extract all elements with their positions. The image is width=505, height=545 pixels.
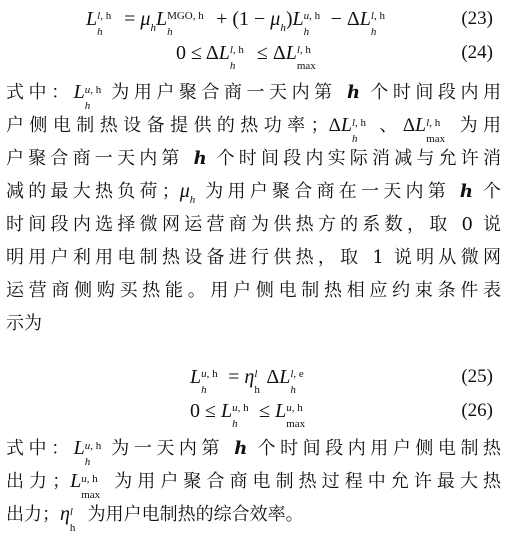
inline-math: L u, h h <box>73 437 102 468</box>
text-segment: 出力； <box>6 471 71 492</box>
equation-26-expression: 0 ≤ L u, h h ≤ L u, h max <box>190 400 306 430</box>
text-segment: 出力； <box>6 504 60 525</box>
text-segment: 为用户聚合商在一天内第 <box>205 181 450 202</box>
text-segment: 户侧电制热设备提供的热功率； <box>6 115 329 136</box>
equation-24-expression: 0 ≤ ΔL l, h h ≤ ΔL l, h max <box>176 42 316 72</box>
inline-math: η l h <box>60 503 76 534</box>
text-segment: 个时间段内实际消减与允许消 <box>216 148 502 169</box>
paragraph-1-line-8: 示为 <box>6 313 42 334</box>
text-segment: 减的最大热负荷； <box>6 181 180 202</box>
text-segment: 户聚合商一天内第 <box>6 148 184 169</box>
paragraph-2-line-2 <box>6 465 501 501</box>
text-segment: 个时间段内用户侧电制热 <box>257 438 501 459</box>
equation-23-number: (23) <box>461 8 493 29</box>
italic-variable: h <box>193 148 207 169</box>
equation-25 <box>0 362 505 394</box>
text-segment: 为一天内第 <box>106 438 224 459</box>
inline-math: ΔL l, h max <box>402 114 446 145</box>
paragraph-1-line-5: 时间段内选择微网运营商为供热方的系数，取 0 说 <box>6 214 501 235</box>
italic-variable: h <box>346 82 361 103</box>
paragraph-1-line-4 <box>6 175 501 208</box>
paragraph-2 <box>6 432 501 534</box>
text-segment: 为用户电制热的综合效率。 <box>87 504 304 525</box>
equation-24 <box>0 38 505 70</box>
paragraph-1-line-2 <box>6 109 502 145</box>
text-segment: 、 <box>373 115 403 136</box>
text-segment: 为用户聚合商电制热过程中允许最大热 <box>109 471 501 492</box>
equation-24-number: (24) <box>461 42 493 63</box>
inline-math: $\mu_h$ <box>179 180 196 206</box>
equation-23 <box>0 4 505 36</box>
text-segment: 个时间段内用 <box>370 82 502 103</box>
paragraph-2-line-1 <box>6 432 501 468</box>
italic-variable: h <box>459 181 473 202</box>
text-segment: 式中： <box>6 438 74 459</box>
equation-25-number: (25) <box>461 366 493 387</box>
text-segment: 式中： <box>6 82 74 103</box>
equation-26 <box>0 396 505 428</box>
equation-23-expression: L l, h h = $\mu_hL$ MGO, h h + $(1 - \mu_h)L$ u, h h − ΔL l, h h <box>86 8 385 38</box>
italic-variable: h <box>234 438 248 459</box>
paragraph-1 <box>6 76 501 340</box>
text-segment: 个 <box>482 181 501 202</box>
equation-26-number: (26) <box>461 400 493 421</box>
text-segment: 为用 <box>454 115 502 136</box>
inline-math: ΔL l, h h <box>328 114 366 145</box>
inline-math: L u, h h <box>73 81 102 112</box>
paragraph-1-line-6: 明用户利用电制热设备进行供热，取 1 说明从微网 <box>6 247 501 268</box>
paragraph-1-line-7: 运营商侧购买热能。用户侧电制热相应约束条件表 <box>6 280 501 301</box>
equation-25-expression: L u, h h = η l h ΔL l, e h <box>190 366 304 396</box>
paragraph-1-line-1 <box>6 76 502 112</box>
inline-math: L u, h max <box>70 470 101 501</box>
text-segment: 为用户聚合商一天内第 <box>106 82 337 103</box>
